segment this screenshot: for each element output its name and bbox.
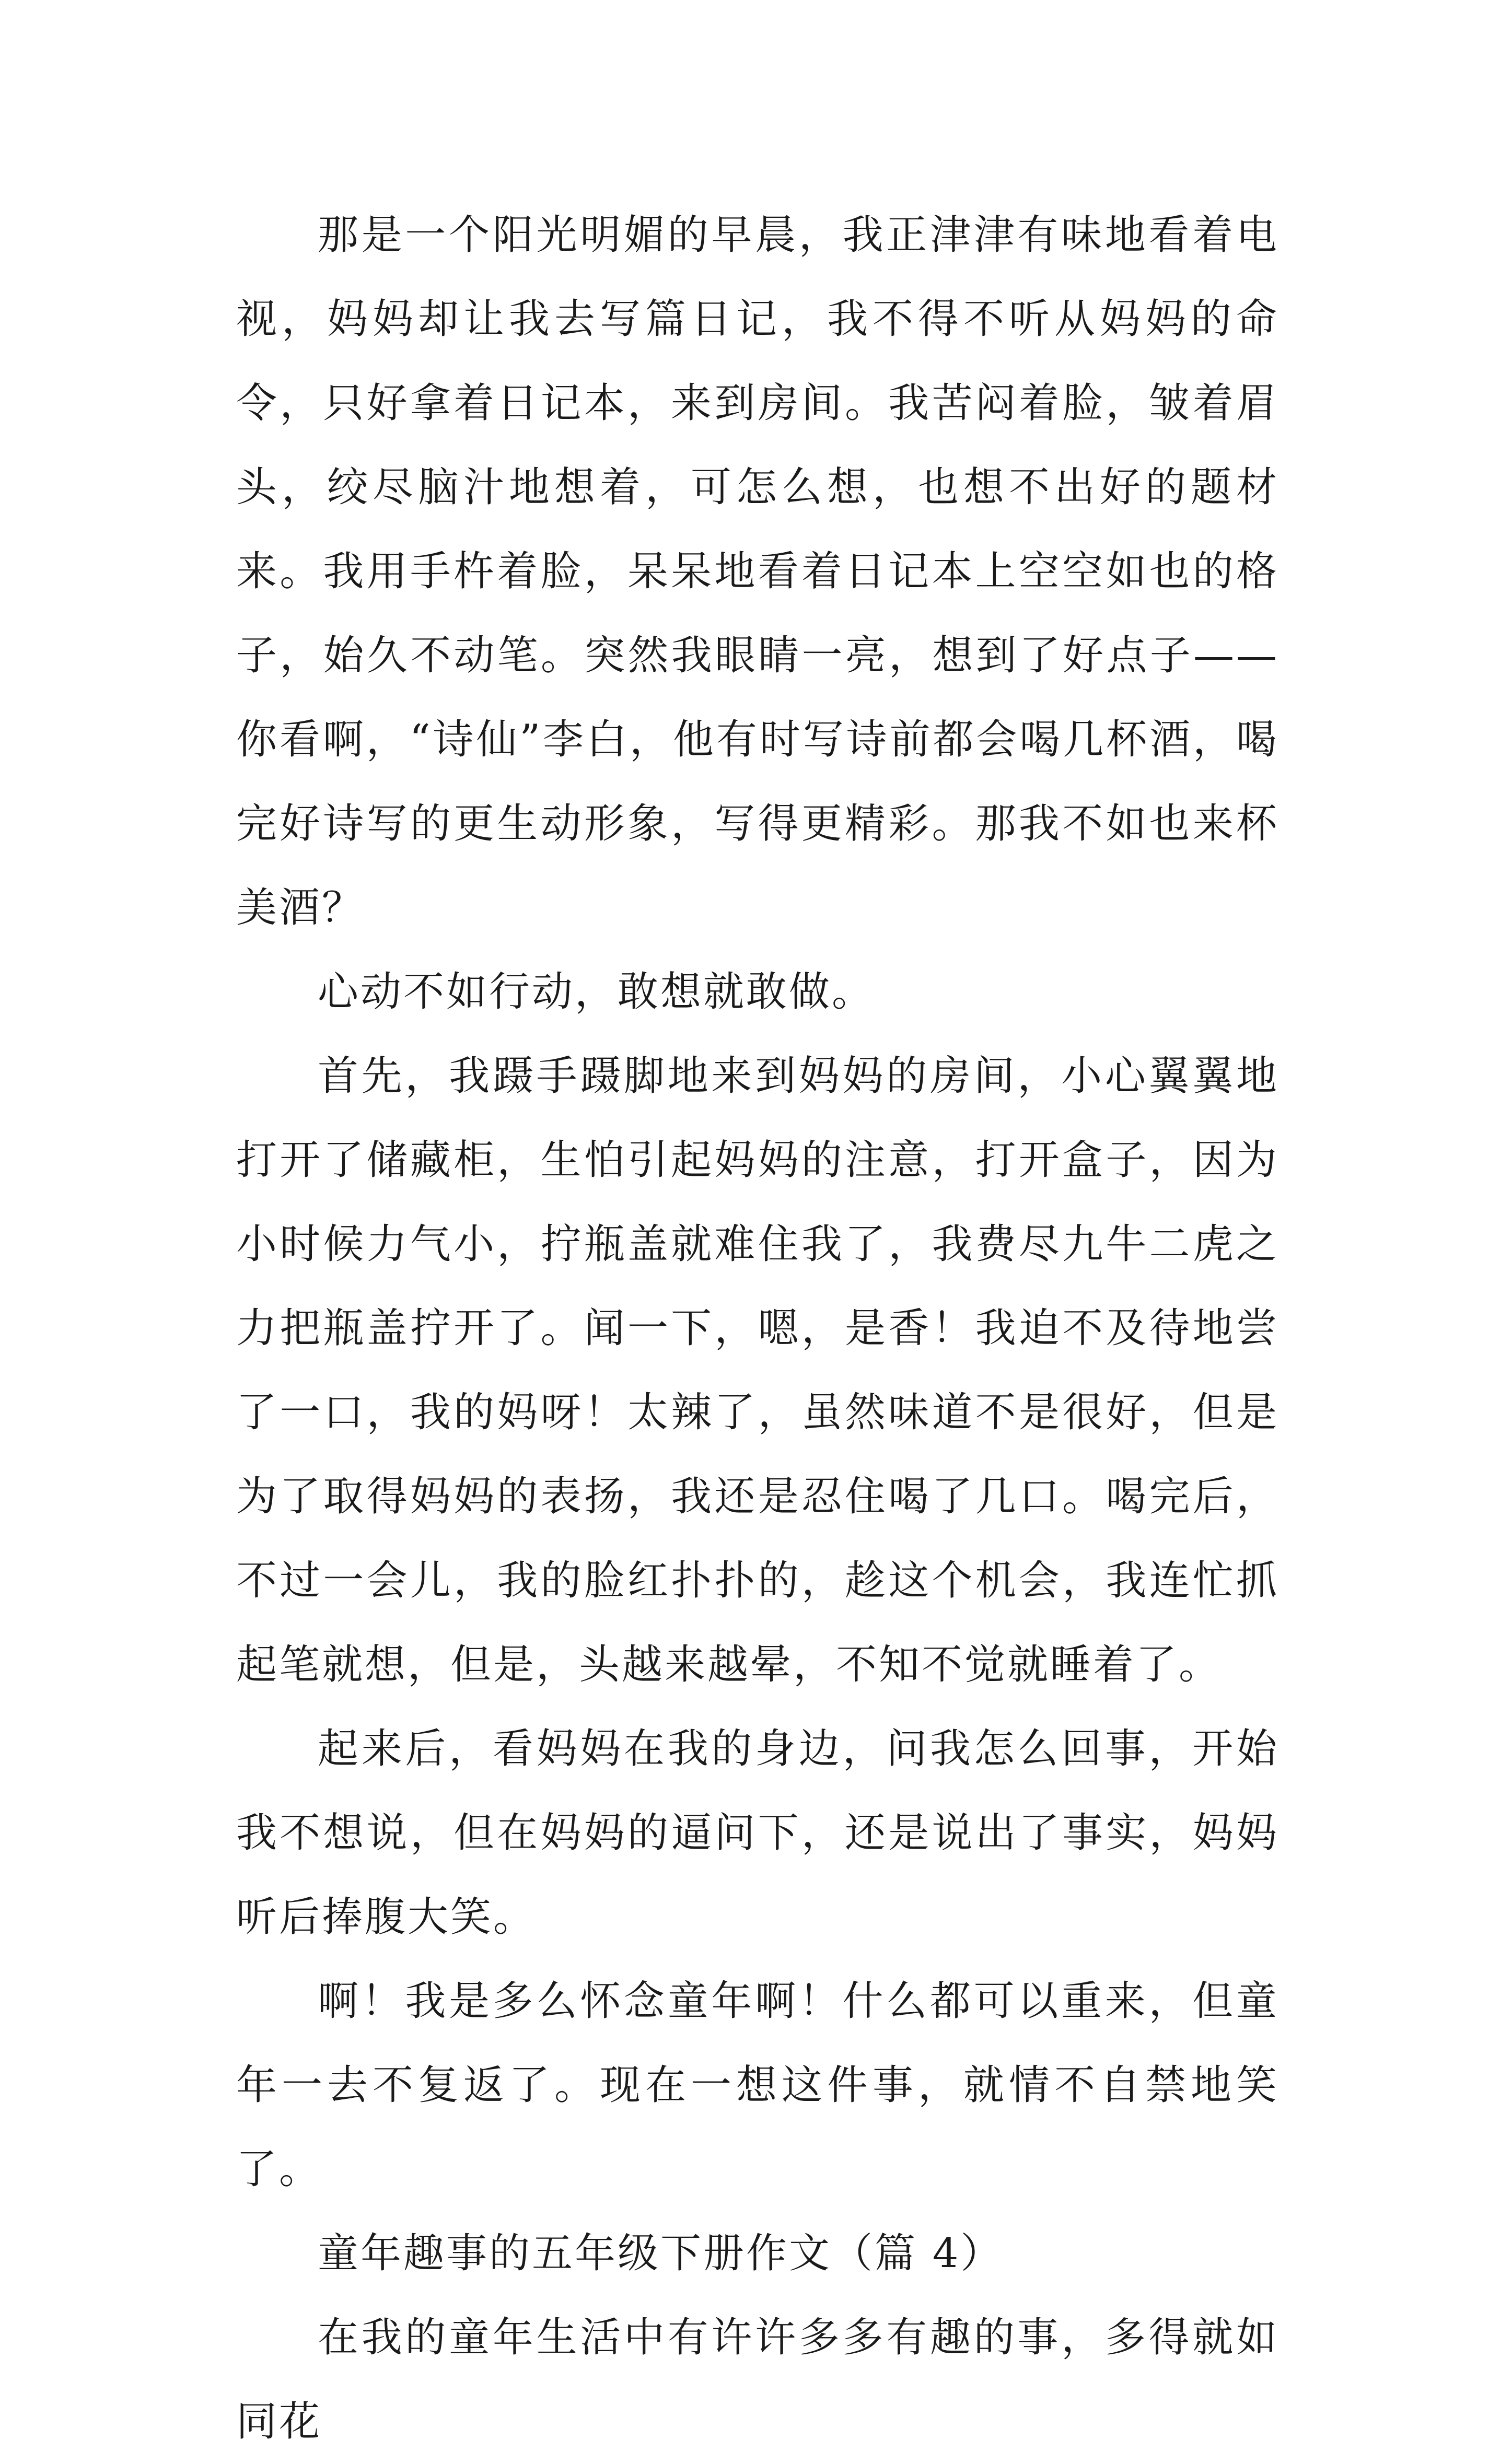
paragraph-truncated: 在我的童年生活中有许许多多有趣的事，多得就如同花 [236, 2314, 1279, 2445]
paragraph-waking-up: 起来后，看妈妈在我的身边，问我怎么回事，开始我不想说，但在妈妈的逼问下，还是说出了事实，妈妈听后捧腹大笑。 [236, 1725, 1279, 1941]
paragraph-missing-childhood: 啊！我是多么怀念童年啊！什么都可以重来，但童年一去不复返了。现在一想这件事，就情不自禁地笑了。 [236, 1978, 1279, 2193]
paragraph-act-now: 心动不如行动，敢想就敢做。 [318, 968, 875, 1015]
paragraph-morning-diary: 那是一个阳光明媚的早晨，我正津津有味地看着电视，妈妈却让我去写篇日记，我不得不听从妈妈的命令，只好拿着日记本，来到房间。我苦闷着脸，皱着眉头，绞尽脑汁地想着，可怎么想，也想不出好的题材来。我用手杵着脸，呆呆地看着日记本上空空如也的格子，始久不动笔。突然我眼睛一亮，想到了好点子——你看啊，“诗仙”李白，他有时写诗前都会喝几杯酒，喝完好诗写的更生动形象，写得更精彩。那我不如也来杯美酒？ [236, 212, 1279, 931]
paragraph-tasting-wine: 首先，我蹑手蹑脚地来到妈妈的房间，小心翼翼地打开了储藏柜，生怕引起妈妈的注意，打开盒子，因为小时候力气小，拧瓶盖就难住我了，我费尽九牛二虎之力把瓶盖拧开了。闻一下，嗯，是香！我迫不及待地尝了一口，我的妈呀！太辣了，虽然味道不是很好，但是为了取得妈妈的表扬，我还是忍住喝了几口。喝完后，不过一会儿，我的脸红扑扑的，趁这个机会，我连忙抓起笔就想，但是，头越来越晕，不知不觉就睡着了。 [236, 1053, 1279, 1688]
section-heading: 童年趣事的五年级下册作文（篇 4） [318, 2230, 1004, 2277]
document-body [236, 193, 1279, 2464]
